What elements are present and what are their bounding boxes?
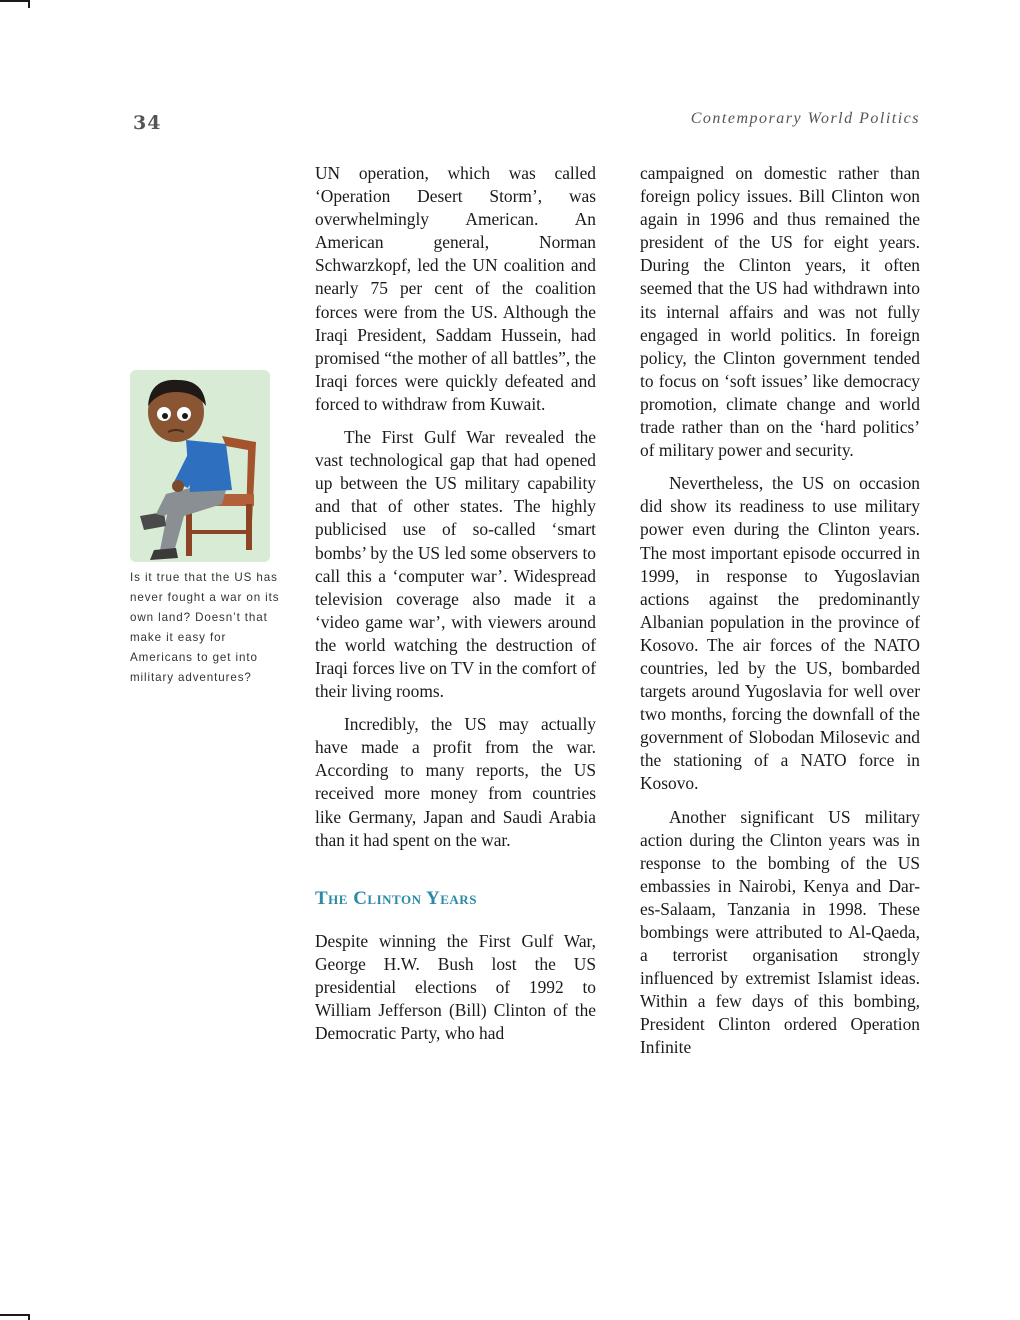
- boy-in-chair-illustration: [130, 370, 270, 562]
- page-number: 34: [133, 112, 162, 134]
- paragraph-clinton-domestic-policy: campaigned on domestic rather than foreign policy issues. Bill Clinton won again in 1996 and thus remained the president of the US for eight years. During the Clinton years, it often seemed that the US had withdrawn into its internal affairs and was not fully engaged in world politics. In foreign policy, the Clinton government tended to focus on ‘soft issues’ like democracy promotion, climate change and world trade rather than on the ‘hard politics’ of military power and security.: [640, 163, 920, 461]
- boy-pupil-left: [162, 413, 168, 419]
- running-head-book-title: Contemporary World Politics: [690, 110, 920, 127]
- section-heading-clinton-years: The Clinton Years: [315, 887, 477, 909]
- chair-leg-back: [246, 504, 252, 550]
- boy-hand: [172, 480, 184, 492]
- paragraph-desert-storm: UN operation, which was called ‘Operation Desert Storm’, was overwhelmingly American. An American general, Norman Schwarzkopf, led the UN coalition and nearly 75 per cent of the coalition forces were from the US. Although the Iraqi President, Saddam Hussein, had promised “the mother of all battles”, the Iraqi forces were quickly defeated and forced to withdraw from Kuwait.: [315, 163, 596, 414]
- illustration-caption: Is it true that the US has never fought a war on its own land? Doesn’t that make it easy for Americans to get into military adventures?: [130, 571, 280, 684]
- paragraph-embassy-bombings: Another significant US military action during the Clinton years was in response to the bombing of the US embassies in Nairobi, Kenya and Dar-es-Salaam, Tanzania in 1998. These bombings were attributed to Al-Qaeda, a terrorist organisation strongly influenced by extremist Islamist ideas. Within a few days of this bombing, President Clinton ordered Operation Infinite: [640, 806, 920, 1058]
- boy-pupil-right: [182, 413, 188, 419]
- paragraph-war-profit: Incredibly, the US may actually have made a profit from the war. According to many reports, the US received more money from countries like Germany, Japan and Saudi Arabia than it had spent on the war.: [315, 714, 596, 850]
- crop-mark-bottom-vertical: [28, 1314, 30, 1320]
- paragraph-bush-lost-election: Despite winning the First Gulf War, George H.W. Bush lost the US presidential elections of 1992 to William Jefferson (Bill) Clinton of the Democratic Party, who had: [315, 930, 596, 1044]
- crop-mark-top: [0, 0, 30, 2]
- text-column-right: [640, 162, 920, 1070]
- crop-mark-top-vertical: [28, 0, 30, 8]
- paragraph-gulf-war-technology: The First Gulf War revealed the vast technological gap that had opened up between the US military capability and that of other states. The highly publicised use of so-called ‘smart bombs’ by the US led some observers to call this a ‘computer war’. Widespread television coverage also made it a ‘video game war’, with viewers around the world watching the destruction of Iraqi forces live on TV in the comfort of their living rooms.: [315, 427, 596, 702]
- paragraph-kosovo: Nevertheless, the US on occasion did show its readiness to use military power even during the Clinton years. The most important episode occurred in 1999, in response to Yugoslavian actions against the predominantly Albanian population in the province of Kosovo. The air forces of the NATO countries, led by the US, bombarded targets around Yugoslavia for well over two months, forcing the downfall of the government of Slobodan Milosevic and the stationing of a NATO force in Kosovo.: [640, 473, 920, 794]
- chair-rail: [188, 530, 250, 534]
- crop-mark-bottom: [0, 1314, 30, 1316]
- text-column-middle: [315, 162, 596, 1055]
